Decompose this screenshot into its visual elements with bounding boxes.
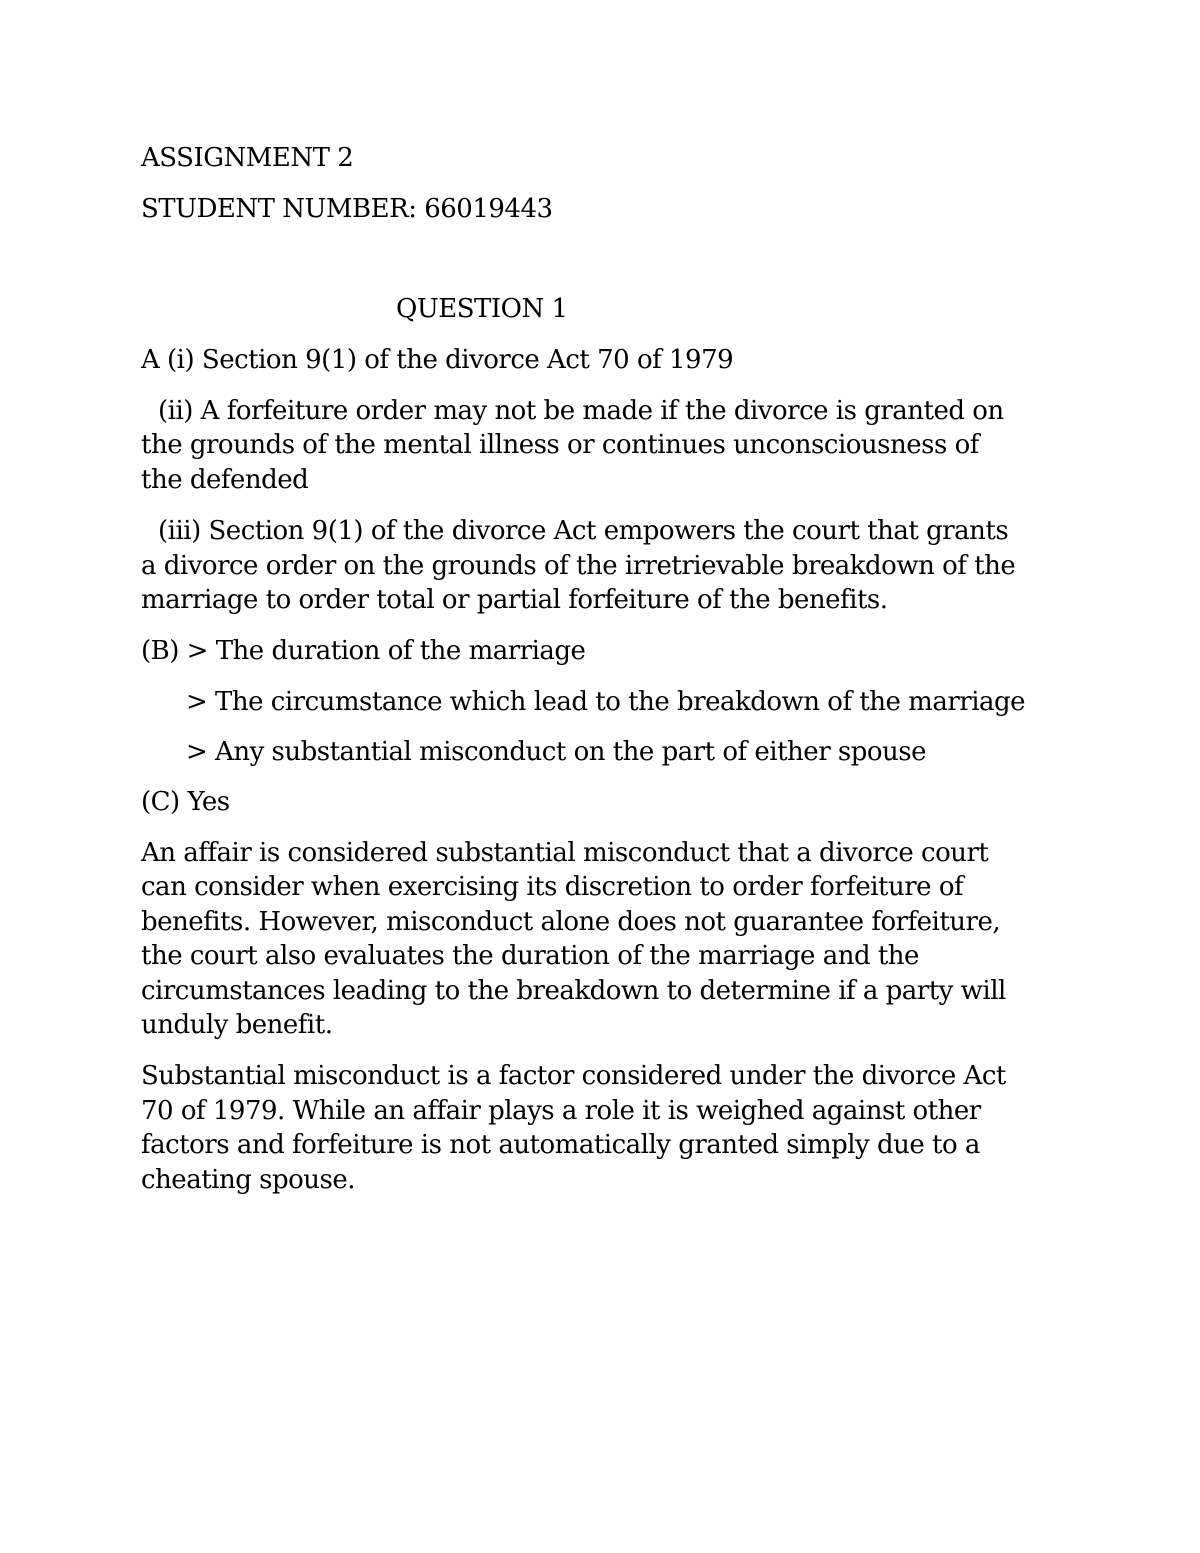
- paragraph-line: cheating spouse.: [141, 1165, 355, 1195]
- student-number: STUDENT NUMBER: 66019443: [141, 194, 553, 224]
- answer-b-item: > The circumstance which lead to the breakdown of the marriage: [186, 687, 1026, 717]
- question-heading: QUESTION 1: [396, 294, 568, 324]
- answer-a-ii-line: the defended: [141, 465, 309, 495]
- answer-c: (C) Yes: [141, 787, 230, 817]
- answer-b-item: > Any substantial misconduct on the part of either spouse: [186, 737, 926, 767]
- answer-a-i: A (i) Section 9(1) of the divorce Act 70 of 1979: [141, 345, 734, 375]
- paragraph-line: the court also evaluates the duration of the marriage and the: [141, 941, 919, 971]
- assignment-title: ASSIGNMENT 2: [141, 143, 354, 173]
- paragraph-line: circumstances leading to the breakdown to determine if a party will: [141, 976, 1006, 1006]
- answer-a-ii-line: the grounds of the mental illness or continues unconsciousness of: [141, 430, 979, 460]
- paragraph-line: An affair is considered substantial misconduct that a divorce court: [141, 838, 989, 868]
- paragraph-line: can consider when exercising its discretion to order forfeiture of: [141, 872, 964, 902]
- paragraph-line: unduly benefit.: [141, 1010, 333, 1040]
- paragraph-line: 70 of 1979. While an affair plays a role it is weighed against other: [141, 1096, 981, 1126]
- answer-a-ii-line: (ii) A forfeiture order may not be made if the divorce is granted on: [158, 396, 1004, 426]
- answer-a-iii-line: a divorce order on the grounds of the irretrievable breakdown of the: [141, 551, 1016, 581]
- answer-a-iii-line: marriage to order total or partial forfeiture of the benefits.: [141, 585, 888, 615]
- paragraph-line: factors and forfeiture is not automatically granted simply due to a: [141, 1130, 980, 1160]
- answer-b-item: (B) > The duration of the marriage: [141, 636, 586, 666]
- answer-a-iii-line: (iii) Section 9(1) of the divorce Act empowers the court that grants: [158, 516, 1009, 546]
- paragraph-line: benefits. However, misconduct alone does not guarantee forfeiture,: [141, 907, 1001, 937]
- paragraph-line: Substantial misconduct is a factor considered under the divorce Act: [141, 1061, 1006, 1091]
